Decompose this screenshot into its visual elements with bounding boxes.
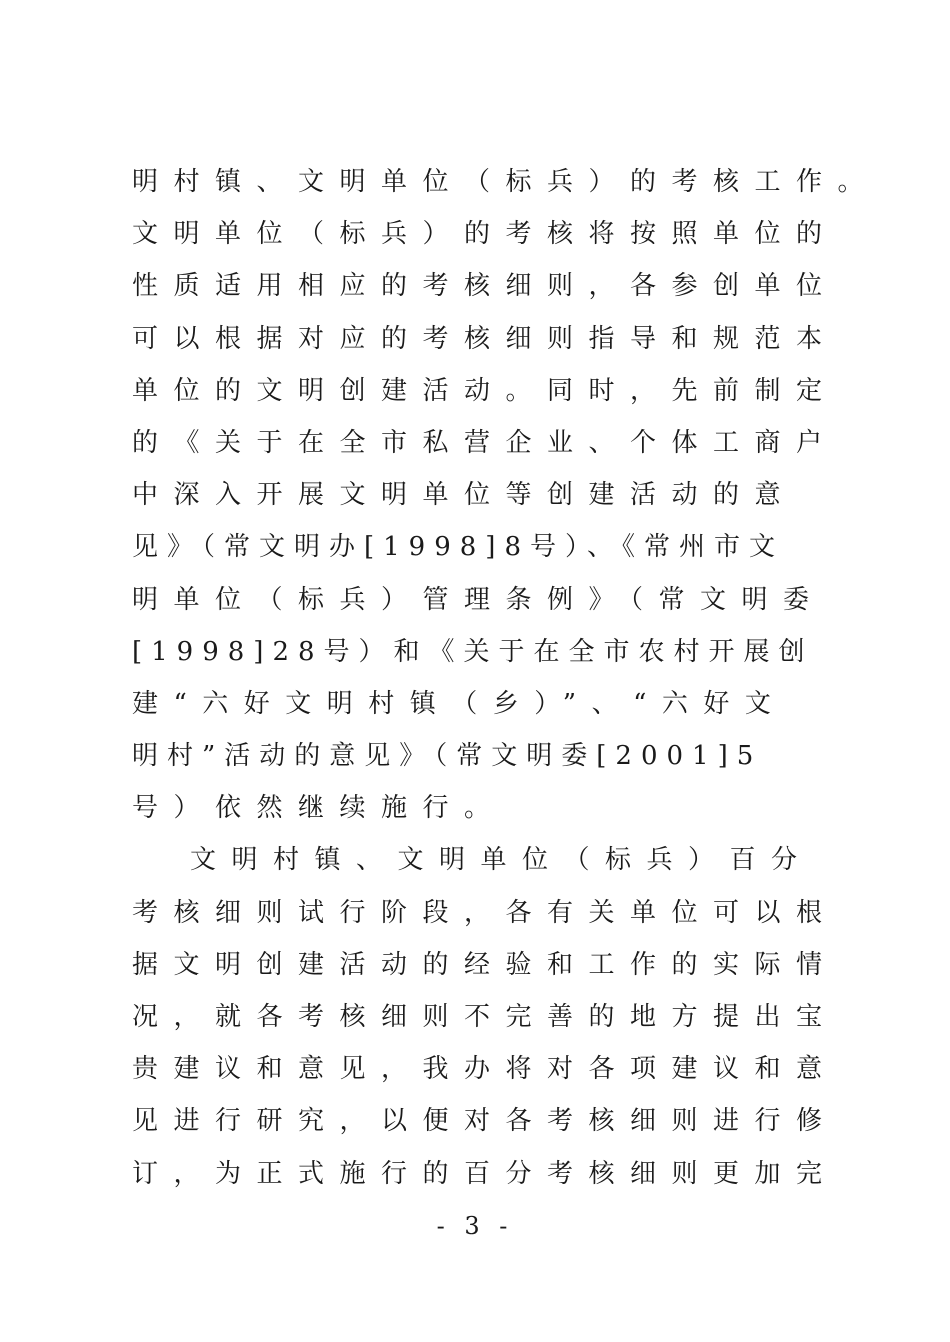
text-line: 贵建议和意见，我办将对各项建议和意 <box>132 1054 838 1085</box>
text-line: 况，就各考核细则不完善的地方提出宝 <box>132 1002 838 1032</box>
text-line: 文明单位（标兵）的考核将按照单位的 <box>132 219 838 250</box>
text-line: 明单位（标兵）管理条例》（常文明委 <box>132 584 825 615</box>
text-line: 据文明创建活动的经验和工作的实际情 <box>132 949 838 980</box>
text-line: 的《关于在全市私营企业、个体工商户 <box>132 427 838 458</box>
text-line: 建“六好文明村镇（乡）”、“六好文 <box>132 688 787 719</box>
text-line: 明村镇、文明单位（标兵）的考核工作。 <box>132 167 880 197</box>
text-line: 号）依然继续施行。 <box>132 793 506 824</box>
paragraph-start-line: 文明村镇、文明单位（标兵）百分 <box>190 845 813 876</box>
text-line: 单位的文明创建活动。同时，先前制定 <box>132 375 838 406</box>
text-line: 考核细则试行阶段，各有关单位可以根 <box>132 897 838 928</box>
page-number: - 3 - <box>436 1212 514 1240</box>
text-line: 见进行研究，以便对各考核细则进行修 <box>132 1106 838 1137</box>
text-line: 性质适用相应的考核细则，各参创单位 <box>132 271 838 302</box>
text-line: 明村”活动的意见》（常文明委[2001]5 <box>132 741 763 772</box>
text-line: 中深入开展文明单位等创建活动的意 <box>132 480 797 511</box>
text-line: 可以根据对应的考核细则指导和规范本 <box>132 323 838 354</box>
body-text <box>132 156 880 1200</box>
text-line: 订，为正式施行的百分考核细则更加完 <box>132 1158 838 1189</box>
text-line: [1998]28号）和《关于在全市农村开展创 <box>132 636 814 667</box>
text-line: 见》（常文明办[1998]8号）、《常州市文 <box>132 532 784 563</box>
